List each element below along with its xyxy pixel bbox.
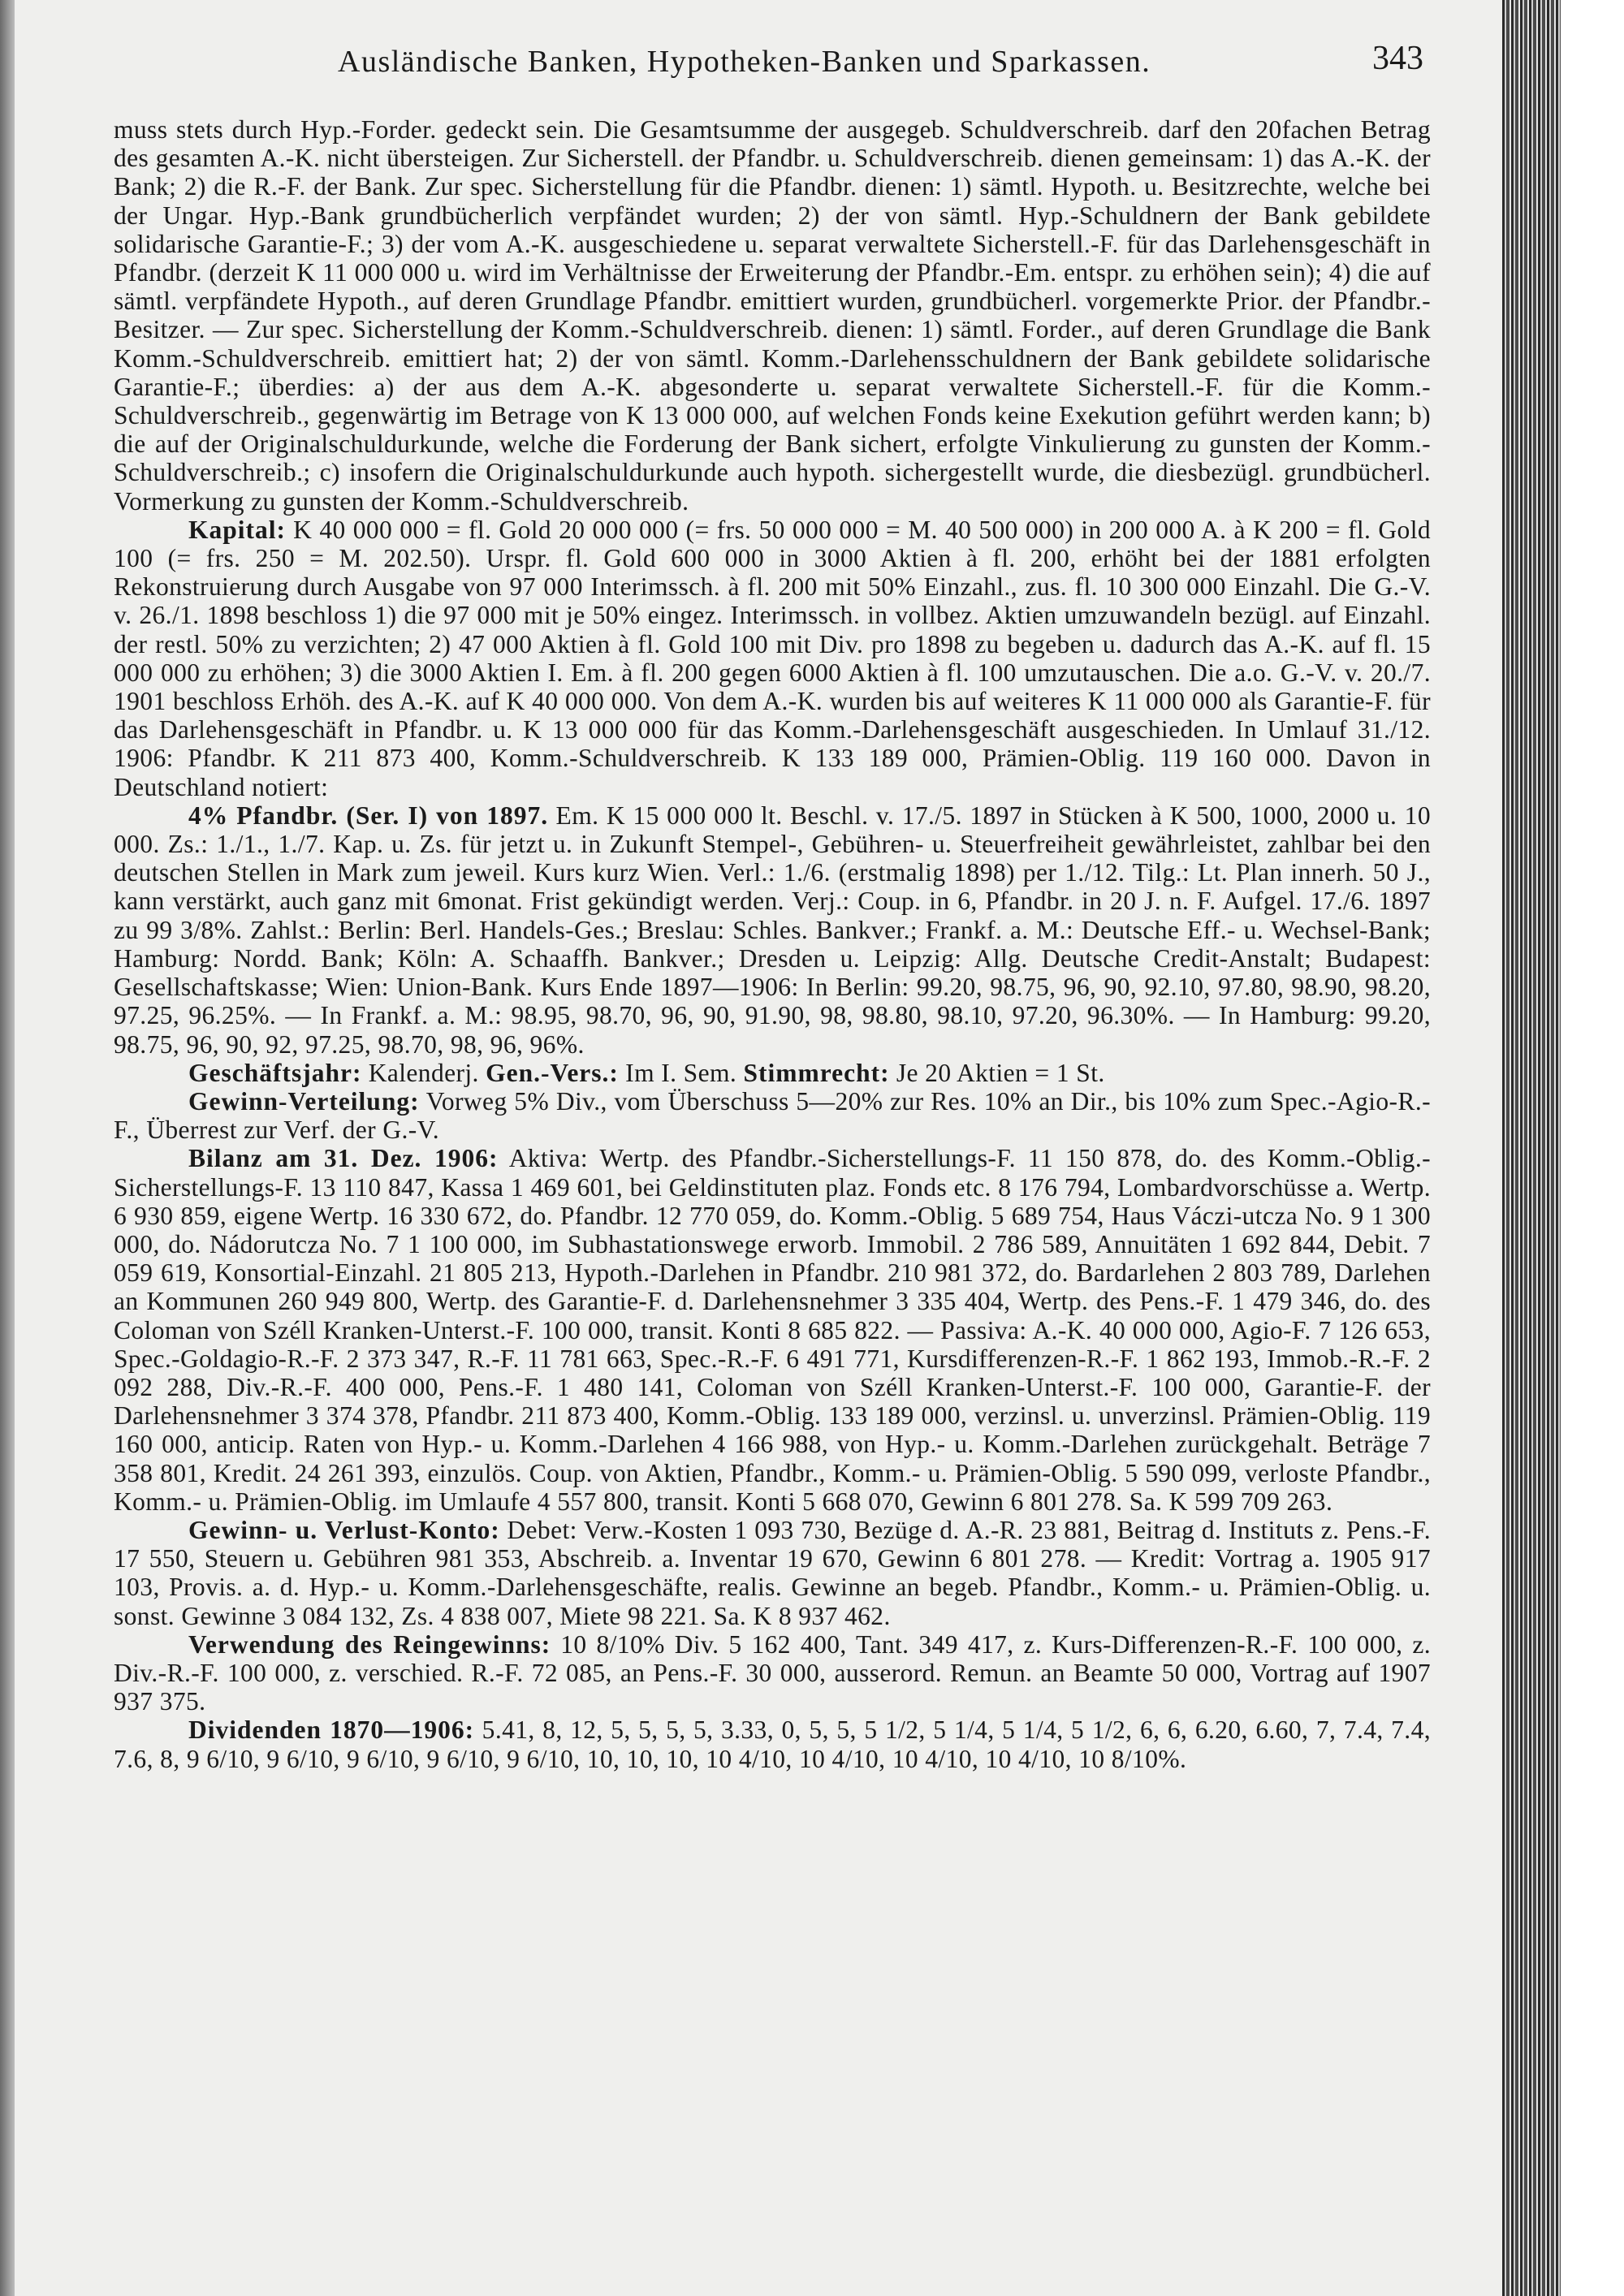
paragraph-dividenden <box>114 1716 1431 1772</box>
body-text <box>114 115 1431 1773</box>
paragraph-text: Vorweg 5% Div., vom Überschuss 5—20% zur Res. 10% an Dir., bis 10% zum Spec.-Agio-R.-F., Überrest zur Verf. der G.-V. <box>114 1086 1431 1145</box>
section-label: Verwendung des Reingewinns: <box>188 1629 551 1659</box>
section-label: Bilanz am 31. Dez. 1906: <box>188 1144 499 1173</box>
paragraph-text: Em. K 15 000 000 lt. Beschl. v. 17./5. 1897 in Stücken à K 500, 1000, 2000 u. 10 000. Zs.: 1./1., 1./7. Kap. u. Zs. für jetzt u. in Zukunft Stempel-, Gebühren- u. Steuerfreiheit gewährleistet, zahlbar bei den deutschen Stellen in Mark zum jeweil. Kurs kurz Wien. Verl.: 1./6. (erstmalig 1898) per 1./12. Tilg.: Lt. Plan innerh. 50 J., kann verstärkt, auch ganz mit 6monat. Frist gekündigt werden. Verj.: Coup. in 6, Pfandbr. in 20 J. n. F. Aufgel. 17./6. 1897 zu 99 3/8%. Zahlst.: Berlin: Berl. Handels-Ges.; Breslau: Schles. Bankver.; Frankf. a. M.: Deutsche Eff.- u. Wechsel-Bank; Hamburg: Nordd. Bank; Köln: A. Schaaffh. Bankver.; Dresden u. Leipzig: Allg. Deutsche Credit-Anstalt; Budapest: Gesellschaftskasse; Wien: Union-Bank. Kurs Ende 1897—1906: In Berlin: 99.20, 98.75, 96, 90, 92.10, 97.80, 98.90, 98.20, 97.25, 96.25%. — In Frankf. a. M.: 98.95, 98.70, 96, 90, 91.90, 98, 98.80, 98.10, 97.20, 96.30%. — In Hamburg: 99.20, 98.75, 96, 90, 92, 97.25, 98.70, 98, 96, 96%. <box>114 801 1431 1059</box>
section-label: Gewinn- u. Verlust-Konto: <box>188 1515 500 1544</box>
paragraph-pfandbriefe <box>114 801 1431 1059</box>
paragraph-gewinn-verlust <box>114 1516 1431 1630</box>
section-label: Dividenden 1870—1906: <box>188 1716 475 1745</box>
paragraph-gewinn-verteilung <box>114 1087 1431 1144</box>
section-label: 4% Pfandbr. (Ser. I) von 1897. <box>188 801 549 830</box>
paragraph-text: muss stets durch Hyp.-Forder. gedeckt sein. Die Gesamtsumme der ausgegeb. Schuldverschreib. darf den 20fachen Betrag des gesamten A.-K. nicht übersteigen. Zur Sicherstell. der Pfandbr. u. Schuldverschreib. dienen gemeinsam: 1) das A.-K. der Bank; 2) die R.-F. der Bank. Zur spec. Sicherstellung für die Pfandbr. dienen: 1) sämtl. Hypoth. u. Besitzrechte, welche bei der Ungar. Hyp.-Bank grundbücherlich verpfändet wurden; 2) der von sämtl. Hyp.-Schuldnern der Bank gebildete solidarische Garantie-F.; 3) der vom A.-K. ausgeschiedene u. separat verwaltete Sicherstell.-F. für das Darlehensgeschäft in Pfandbr. (derzeit K 11 000 000 u. wird im Verhältnisse der Erweiterung der Pfandbr.-Em. entspr. zu erhöhen sein); 4) die auf sämtl. verpfändete Hypoth., auf deren Grundlage Pfandbr. emittiert wurden, grundbücherl. vorgemerkte Prior. der Pfandbr.-Besitzer. — Zur spec. Sicherstellung der Komm.-Schuldverschreib. dienen: 1) sämtl. Forder., auf deren Grundlage die Bank Komm.-Schuldverschreib. emittiert hat; 2) der von sämtl. Komm.-Darlehensschuldnern der Bank gebildete solidarische Garantie-F.; überdies: a) der aus dem A.-K. abgesonderte u. separat verwaltete Sicherstell.-F. für die Komm.-Schuldverschreib., gegenwärtig im Betrage von K 13 000 000, auf welchen Fonds keine Exekution geführt werden kann; b) die auf der Originalschuldurkunde, welche die Forderung der Bank sichert, erfolgte Vinkulierung zu gunsten der Komm.-Schuldverschreib.; c) insofern die Originalschuldurkunde auch hypoth. sichergestellt wurde, die diesbezügl. grundbücherl. Vormerkung zu gunsten der Komm.-Schuldverschreib. <box>114 115 1431 516</box>
paragraph-text: 5.41, 8, 12, 5, 5, 5, 5, 3.33, 0, 5, 5, 5 1/2, 5 1/4, 5 1/4, 5 1/2, 6, 6, 6.20, 6.60, 7, 7.4, 7.4, 7.6, 8, 9 6/10, 9 6/10, 9 6/10, 9 6/10, 9 6/10, 10, 10, 10, 10 4/10, 10 4/10, 10 4/10, 10 4/10, 10 8/10%. <box>114 1716 1432 1773</box>
section-label: Kapital: <box>188 515 287 544</box>
section-label: Stimmrecht: <box>743 1058 890 1087</box>
page-header <box>0 36 1624 84</box>
paragraph-text: Debet: Verw.-Kosten 1 093 730, Bezüge d. A.-R. 23 881, Beitrag d. Instituts z. Pens.-F. 17 550, Steuern u. Gebühren 981 353, Abschreib. a. Inventar 19 670, Gewinn 6 801 278. — Kredit: Vortrag a. 1905 917 103, Provis. a. d. Hyp.- u. Komm.-Darlehensgeschäfte, realis. Gewinne an begeb. Pfandbr., Komm.- u. Prämien-Oblig. u. sonst. Gewinne 3 084 132, Zs. 4 838 007, Miete 98 221. Sa. K 8 937 462. <box>114 1515 1431 1630</box>
section-label: Gewinn-Verteilung: <box>188 1086 420 1116</box>
paragraph-text: K 40 000 000 = fl. Gold 20 000 000 (= frs. 50 000 000 = M. 40 500 000) in 200 000 A. à K 200 = fl. Gold 100 (= frs. 250 = M. 202.50). Urspr. fl. Gold 600 000 in 3000 Aktien à fl. 200, erhöht bei der 1881 erfolgten Rekonstruierung durch Ausgabe von 97 000 Interimssch. à fl. 200 mit 50% Einzahl., zus. fl. 10 300 000 Einzahl. Die G.-V. v. 26./1. 1898 beschloss 1) die 97 000 mit je 50% eingez. Interimssch. in vollbez. Aktien umzuwandeln bezügl. auf Einzahl. der restl. 50% zu verzichten; 2) 47 000 Aktien à fl. Gold 100 mit Div. pro 1898 zu begeben u. dadurch das A.-K. auf fl. 15 000 000 zu erhöhen; 3) die 3000 Aktien I. Em. à fl. 200 gegen 6000 Aktien à fl. 100 umzutauschen. Die a.o. G.-V. v. 20./7. 1901 beschloss Erhöh. des A.-K. auf K 40 000 000. Von dem A.-K. wurden bis auf weiteres K 11 000 000 als Garantie-F. für das Darlehensgeschäft in Pfandbr. u. K 13 000 000 für das Komm.-Darlehensgeschäft ausgeschieden. In Umlauf 31./12. 1906: Pfandbr. K 211 873 400, Komm.-Schuldverschreib. K 133 189 000, Prämien-Oblig. 119 160 000. Davon in Deutschland notiert: <box>114 515 1431 801</box>
section-label: Gen.-Vers.: <box>486 1058 619 1087</box>
page-binding <box>1502 0 1561 2296</box>
page-number: 343 <box>1372 40 1423 77</box>
paragraph-text: Aktiva: Wertp. des Pfandbr.-Sicherstellungs-F. 11 150 878, do. des Komm.-Oblig.-Sicherstellungs-F. 13 110 847, Kassa 1 469 601, bei Geldinstituten plaz. Fonds etc. 8 176 794, Lombardvorschüsse a. Wertp. 6 930 859, eigene Wertp. 16 330 672, do. Pfandbr. 12 770 059, do. Komm.-Oblig. 5 689 754, Haus Váczi-utcza No. 9 1 300 000, do. Nádorutcza No. 7 1 100 000, im Subhastationswege erworb. Immobil. 2 786 589, Annuitäten 1 692 844, Debit. 7 059 619, Konsortial-Einzahl. 21 805 213, Hypoth.-Darlehen in Pfandbr. 210 981 372, do. Bardarlehen 2 803 789, Darlehen an Kommunen 260 949 800, Wertp. des Garantie-F. d. Darlehensnehmer 3 335 404, Wertp. des Pens.-F. 1 479 346, do. des Coloman von Széll Kranken-Unterst.-F. 100 000, transit. Konti 8 685 822. — Passiva: A.-K. 40 000 000, Agio-F. 7 126 653, Spec.-Goldagio-R.-F. 2 373 347, R.-F. 11 781 663, Spec.-R.-F. 6 491 771, Kursdifferenzen-R.-F. 1 862 193, Immob.-R.-F. 2 092 288, Div.-R.-F. 400 000, Pens.-F. 1 480 141, Coloman von Széll Kranken-Unterst.-F. 100 000, Garantie-F. der Darlehensnehmer 3 374 378, Pfandbr. 211 873 400, Komm.-Oblig. 133 189 000, verzinsl. u. unverzinsl. Prämien-Oblig. 119 160 000, anticip. Raten von Hyp.- u. Komm.-Darlehen 4 166 988, von Hyp.- u. Komm.-Darlehen zurückgehalt. Beträge 7 358 801, Kredit. 24 261 393, einzulös. Coup. von Aktien, Pfandbr., Komm.- u. Prämien-Oblig. 5 590 099, verloste Pfandbr., Komm.- u. Prämien-Oblig. im Umlaufe 4 557 800, transit. Konti 5 668 070, Gewinn 6 801 278. Sa. K 599 709 263. <box>114 1144 1431 1516</box>
paragraph-text: 10 8/10% Div. 5 162 400, Tant. 349 417, z. Kurs-Differenzen-R.-F. 100 000, z. Div.-R.-F. 100 000, z. verschied. R.-F. 72 085, an Pens.-F. 30 000, ausserord. Remun. an Beamte 50 000, Vortrag auf 1907 937 375. <box>114 1629 1431 1716</box>
paragraph-text: Kalenderj. <box>361 1058 486 1087</box>
page-left-edge <box>0 0 15 2296</box>
paragraph-geschaeftsjahr <box>114 1059 1431 1087</box>
paragraph-bilanz <box>114 1144 1431 1516</box>
paragraph-verwendung <box>114 1630 1431 1716</box>
paragraph-text: Je 20 Aktien = 1 St. <box>889 1058 1105 1087</box>
running-title: Ausländische Banken, Hypotheken-Banken und Sparkassen. <box>338 45 1151 79</box>
paragraph-security <box>114 115 1431 516</box>
paragraph-text: Im I. Sem. <box>618 1058 744 1087</box>
section-label: Geschäftsjahr: <box>188 1058 362 1087</box>
paragraph-kapital <box>114 516 1431 801</box>
